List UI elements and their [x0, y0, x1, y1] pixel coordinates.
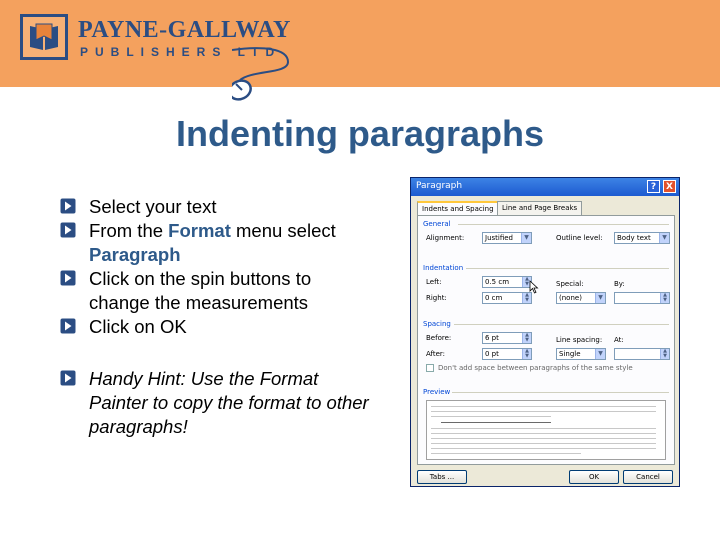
special-value: (none) — [559, 294, 582, 302]
paragraph-menu-term: Paragraph — [89, 244, 181, 265]
after-label: After: — [426, 350, 446, 358]
spin-arrows-icon[interactable]: ▲ ▼ — [522, 277, 531, 287]
dropdown-arrow-icon: ▼ — [659, 233, 669, 243]
dialog-titlebar[interactable] — [411, 178, 679, 196]
right-indent-label: Right: — [426, 294, 447, 302]
preview-line — [431, 411, 656, 412]
tab-line-and-page-breaks[interactable]: Line and Page Breaks — [497, 201, 582, 215]
preview-line — [431, 443, 656, 444]
right-indent-value: 0 cm — [485, 294, 503, 302]
after-spinner[interactable] — [482, 348, 532, 360]
bullet-arrow-icon — [60, 270, 76, 286]
computer-mouse-icon — [232, 40, 302, 104]
brand-subtitle: PUBLISHERS LTD — [80, 45, 282, 59]
spin-arrows-icon[interactable]: ▲ ▼ — [660, 349, 669, 359]
spin-arrows-icon[interactable]: ▲ ▼ — [660, 293, 669, 303]
ok-button[interactable]: OK — [569, 470, 619, 484]
bullet-item — [60, 195, 370, 219]
bullet-text-middle: menu select — [230, 220, 336, 241]
dropdown-arrow-icon: ▼ — [521, 233, 531, 243]
left-indent-value: 0.5 cm — [485, 278, 510, 286]
slide-title: Indenting paragraphs — [175, 113, 545, 154]
outline-level-label: Outline level: — [556, 234, 603, 242]
tabs-button[interactable]: Tabs ... — [417, 470, 467, 484]
spin-arrows-icon[interactable]: ▲ ▼ — [522, 349, 531, 359]
bullet-arrow-icon — [60, 370, 76, 386]
bullet-item — [60, 219, 370, 267]
close-button[interactable]: X — [663, 180, 676, 193]
hint-item — [60, 367, 370, 439]
tab-panel — [417, 215, 675, 465]
bullet-text-prefix: From the — [89, 220, 169, 241]
bullet-arrow-icon — [60, 318, 76, 334]
bullet-text: Select your text — [89, 196, 217, 217]
spin-arrows-icon[interactable]: ▲ ▼ — [522, 293, 531, 303]
outline-level-select[interactable] — [614, 232, 670, 244]
outline-level-value: Body text — [617, 234, 651, 242]
help-button[interactable]: ? — [647, 180, 660, 193]
preview-section-label: Preview — [423, 388, 451, 396]
section-divider — [458, 224, 669, 225]
alignment-select[interactable] — [482, 232, 532, 244]
tab-indents-and-spacing[interactable]: Indents and Spacing — [417, 201, 499, 216]
by-label: By: — [614, 280, 625, 288]
at-spinner[interactable] — [614, 348, 670, 360]
line-spacing-label: Line spacing: — [556, 336, 603, 344]
section-divider — [466, 268, 669, 269]
line-spacing-value: Single — [559, 350, 581, 358]
left-indent-label: Left: — [426, 278, 442, 286]
header-band — [0, 0, 720, 87]
publisher-logo — [20, 14, 68, 60]
alignment-label: Alignment: — [426, 234, 465, 242]
indentation-section-label: Indentation — [423, 264, 464, 272]
after-value: 0 pt — [485, 350, 499, 358]
preview-line — [431, 406, 656, 407]
general-section-label: General — [423, 220, 451, 228]
at-label: At: — [614, 336, 624, 344]
section-divider — [452, 392, 669, 393]
preview-line — [431, 438, 656, 439]
preview-line — [431, 448, 656, 449]
bullet-text: Click on the spin buttons to change the measurements — [89, 268, 312, 313]
preview-pane — [426, 400, 666, 460]
cancel-button[interactable]: Cancel — [623, 470, 673, 484]
preview-line — [431, 433, 656, 434]
dropdown-arrow-icon: ▼ — [595, 349, 605, 359]
alignment-value: Justified — [485, 234, 513, 242]
by-spinner[interactable] — [614, 292, 670, 304]
section-divider — [454, 324, 669, 325]
before-spinner[interactable] — [482, 332, 532, 344]
bullet-arrow-icon — [60, 198, 76, 214]
hint-text: Handy Hint: Use the Format Painter to copy the format to other paragraphs! — [89, 368, 369, 437]
paragraph-dialog — [410, 177, 680, 487]
bullet-item — [60, 267, 370, 315]
special-select[interactable] — [556, 292, 606, 304]
bullet-text: Click on OK — [89, 316, 187, 337]
bullet-item — [60, 315, 370, 339]
before-value: 6 pt — [485, 334, 499, 342]
dont-add-space-checkbox[interactable] — [426, 364, 434, 372]
spin-arrows-icon[interactable]: ▲ ▼ — [522, 333, 531, 343]
preview-line — [431, 428, 656, 429]
preview-line — [441, 422, 551, 423]
dialog-title: Paragraph — [416, 181, 463, 191]
line-spacing-select[interactable] — [556, 348, 606, 360]
bullet-arrow-icon — [60, 222, 76, 238]
preview-line — [431, 453, 581, 454]
format-menu-term: Format — [168, 220, 231, 241]
right-indent-spinner[interactable] — [482, 292, 532, 304]
before-label: Before: — [426, 334, 452, 342]
bullet-list — [60, 195, 370, 439]
preview-line — [431, 416, 551, 417]
left-indent-spinner[interactable] — [482, 276, 532, 288]
special-label: Special: — [556, 280, 584, 288]
dont-add-space-label: Don't add space between paragraphs of the same style — [438, 364, 633, 372]
brand-name: PAYNE-GALLWAY — [78, 17, 291, 43]
spacing-section-label: Spacing — [423, 320, 451, 328]
dropdown-arrow-icon: ▼ — [595, 293, 605, 303]
